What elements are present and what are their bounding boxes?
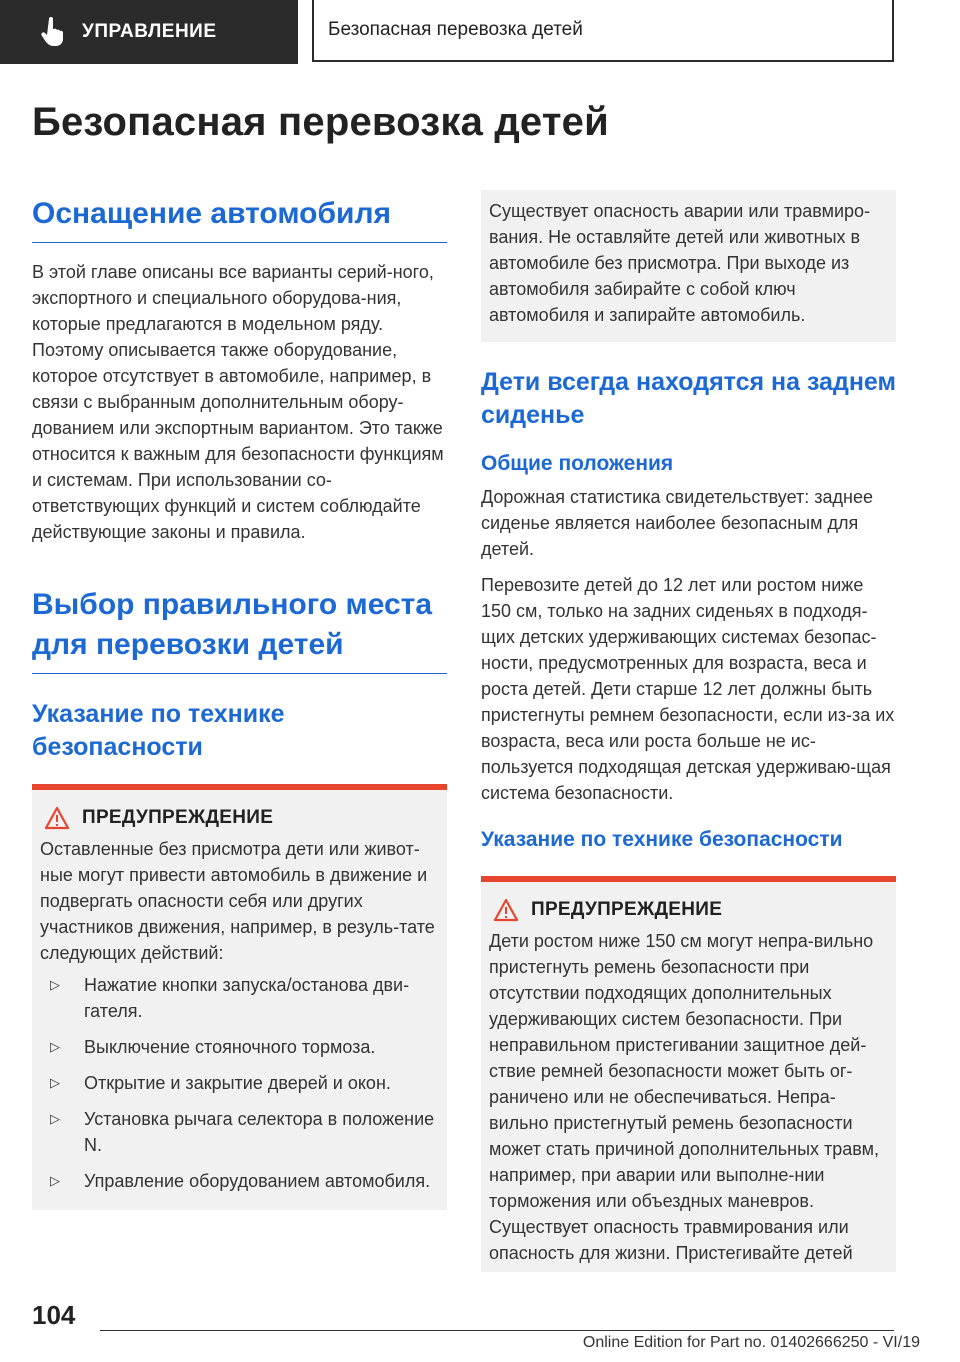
general-text-1: Дорожная статистика свидетельствует: заднее сиденье является наиболее безопасным для детей.	[481, 487, 873, 559]
warning-box-left	[32, 784, 447, 1210]
triangle-bullet-icon: ▷	[50, 1075, 60, 1090]
left-column	[32, 180, 447, 1210]
general-heading: Общие положения	[481, 452, 674, 475]
right-column	[481, 190, 896, 1272]
warning-title: ПРЕДУПРЕЖДЕНИЕ	[531, 899, 723, 920]
pointing-hand-icon	[40, 17, 66, 47]
chapter-label: Безопасная перевозка детей	[328, 19, 583, 40]
page-number: 104	[32, 1300, 76, 1330]
warning-box-right	[481, 876, 896, 1272]
warning-header	[489, 898, 888, 922]
continued-warning-text: Существует опасность аварии или травмиро-вания. Не оставляйте детей или животных в автомобиле без присмотра. При выходе из автомобиля забирайте с собой ключ автомобиля и запирайте автомобиль.	[489, 201, 871, 325]
warning-list	[40, 972, 439, 1194]
section-tab[interactable]	[0, 0, 298, 64]
chapter-tab[interactable]	[312, 0, 894, 62]
warning-text: Оставленные без присмотра дети или живот-ные могут привести автомобиль в движение и подвергать опасности себя или других участников движения, например, в резуль-тате следующих действий:	[40, 839, 435, 963]
warning-title: ПРЕДУПРЕЖДЕНИЕ	[82, 807, 274, 828]
warning-text: Дети ростом ниже 150 см могут непра-вильно пристегнуть ремень безопасности при отсутствии подходящих дополнительных удерживающих систем безопасности. При неправильном пристегивании защитное дей-ствие ремней безопасности может быть ог-раничено или не обеспечиваться. Непра-вильно пристегнутый ремень безопасности может стать причиной дополнительных травм, например, при аварии или выполне-нии торможения или объездных маневров. Существует опасность травмирования или опасность для жизни. Пристегивайте детей	[489, 931, 880, 1263]
triangle-bullet-icon: ▷	[50, 1111, 60, 1126]
triangle-bullet-icon: ▷	[50, 1039, 60, 1054]
warning-header	[40, 806, 439, 830]
general-text-2: Перевозите детей до 12 лет или ростом ниже 150 см, только на задних сиденьях в подходя-щих детских удерживающих системах безопас-ности, предусмотренных для возраста, веса и роста детей. Дети старше 12 лет должны быть пристегнуты ремнем безопасности, если из-за их возраста, веса или роста больше не ис-пользуется подходящая детская удерживаю-щая система безопасности.	[481, 575, 895, 803]
warning-triangle-icon	[493, 898, 519, 922]
triangle-bullet-icon: ▷	[50, 1173, 60, 1188]
safety-heading-right: Указание по технике безопасности	[481, 828, 843, 851]
list-item: ▷ Нажатие кнопки запуска/останова дви-гателя.	[40, 972, 439, 1024]
equipment-text: В этой главе описаны все варианты серий-ного, экспортного и специального оборудова-ния, которые предлагаются в модельном ряду. Поэтому описывается также оборудование, которое отсутствует в автомобиле, например, в связи с выбранным дополнительным обору-дованием или экспортным вариантом. Это также относится к важным для безопасности функциям и системам. При использовании со-ответствующих функций и систем соблюдайте действующие законы и правила.	[32, 262, 444, 542]
page-title: Безопасная перевозка детей	[32, 100, 609, 144]
triangle-bullet-icon: ▷	[50, 977, 60, 992]
footer-divider	[100, 1330, 894, 1331]
warning-triangle-icon	[44, 806, 70, 830]
list-item: ▷ Установка рычага селектора в положение N.	[40, 1106, 439, 1158]
equipment-heading: Оснащение автомобиля	[32, 180, 447, 243]
rear-seat-heading: Дети всегда находятся на заднем сиденье	[481, 368, 897, 429]
section-label: УПРАВЛЕНИЕ	[82, 21, 217, 42]
list-item: ▷ Выключение стояночного тормоза.	[40, 1034, 439, 1060]
edition-text: Online Edition for Part no. 01402666250 - VI/19	[582, 1334, 920, 1351]
warning-continued-box	[481, 190, 896, 342]
list-item: ▷ Открытие и закрытие дверей и окон.	[40, 1070, 439, 1096]
safety-heading-left: Указание по технике безопасности	[32, 700, 285, 761]
list-item: ▷ Управление оборудованием автомобиля.	[40, 1168, 439, 1194]
place-heading: Выбор правильного места для перевозки детей	[32, 571, 447, 674]
